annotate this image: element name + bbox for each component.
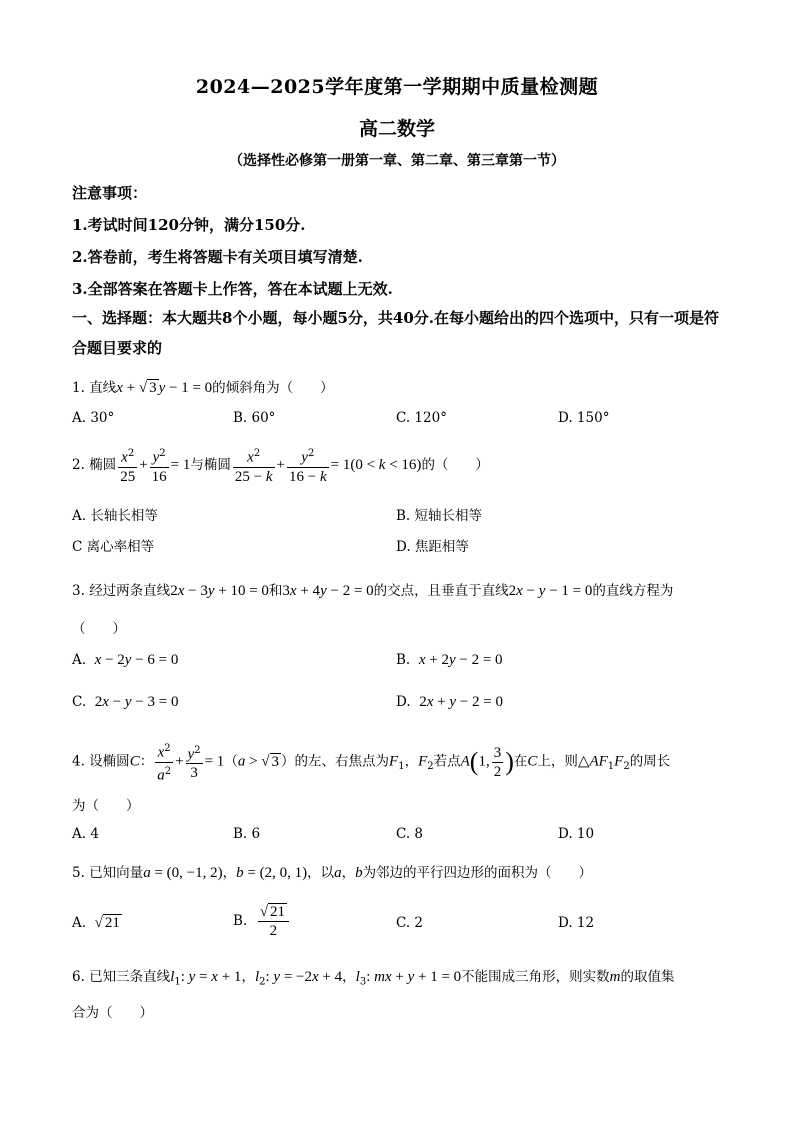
q3-option-d: D. 2x + y − 2 = 0: [396, 694, 503, 710]
q1-option-d: D. 150°: [558, 410, 610, 426]
question-3: 3. 经过两条直线2x − 3y + 10 = 0和3x + 4y − 2 = 0的交点，且垂直于直线2x − y − 1 = 0的直线方程为: [72, 583, 674, 599]
exam-scope: （选择性必修第一册第一章、第二章、第三章第一节）: [229, 153, 565, 169]
q4-option-c: C. 8: [396, 826, 424, 842]
exam-subject: 高二数学: [358, 118, 435, 140]
q1-option-b: B. 60°: [233, 410, 276, 426]
q5-option-a: A. √ 21: [72, 915, 120, 931]
q1-option-c: C. 120°: [396, 410, 447, 426]
question-4: 4. 设椭圆C： $\frac{x^2}{a^2}$ + $\frac{y^2}{3}$ = 1（a > √ 3 ）的左、右焦点为$F_1$，$F_2$若点A(1, $\frac{3}{2}$ )在C上，则$\triangle AF_1F_2$的周长: [72, 740, 732, 784]
question-6-line2: 合为（ ）: [72, 1005, 153, 1021]
q5-option-d: D. 12: [558, 915, 595, 931]
note-item: 2.答卷前，考生将答题卡有关项目填写清楚.: [72, 248, 363, 266]
question-2: 2. 椭圆 $\frac{x^2}{25}$ + $\frac{y^2}{16}$ = 1与椭圆 $\frac{x^2}{25 - k}$ + $\frac{y^2}{16 - k}$ = 1(0 < k < 16)的（ ）: [72, 445, 732, 486]
note-item: 3.全部答案在答题卡上作答，答在本试题上无效.: [72, 280, 393, 298]
question-3-paren: （ ）: [72, 621, 126, 637]
q2-option-d: D. 焦距相等: [396, 539, 469, 555]
q3-option-b: B. x + 2y − 2 = 0: [396, 652, 503, 668]
q2-option-c: C 离心率相等: [72, 539, 155, 555]
q4-option-b: B. 6: [233, 826, 261, 842]
q5-option-b: B. $\frac{√ 21}{2}$: [233, 903, 291, 940]
q2-option-a: A. 长轴长相等: [72, 508, 158, 524]
note-item: 1.考试时间120分钟，满分150分.: [72, 216, 306, 234]
section-heading: 一、选择题：本大题共8个小题，每小题5分，共40分.在每小题给出的四个选项中，只有一项是符合题目要求的: [72, 309, 719, 357]
notes-heading: 注意事项：: [72, 184, 148, 202]
q3-option-c: C. 2x − y − 3 = 0: [72, 694, 179, 710]
exam-title: 2024—2025学年度第一学期期中质量检测题: [195, 76, 599, 98]
question-1: 1. 直线x + √ 3 y − 1 = 0的倾斜角为（ ）: [72, 380, 334, 396]
q3-option-a: A. x − 2y − 6 = 0: [72, 652, 179, 668]
question-4-line2: 为（ ）: [72, 798, 140, 814]
q5-option-c: C. 2: [396, 915, 424, 931]
q1-option-a: A. 30°: [72, 410, 115, 426]
q4-option-a: A. 4: [72, 826, 99, 842]
q2-option-b: B. 短轴长相等: [396, 508, 483, 524]
question-5: 5. 已知向量a = (0, −1, 2)，b = (2, 0, 1)，以a，b为邻边的平行四边形的面积为（ ）: [72, 865, 593, 881]
question-6: 6. 已知三条直线$l_1$: y = x + 1，$l_2$: y = −2x + 4，$l_3$: mx + y + 1 = 0不能围成三角形，则实数m的取值集: [72, 969, 675, 988]
q4-option-d: D. 10: [558, 826, 595, 842]
